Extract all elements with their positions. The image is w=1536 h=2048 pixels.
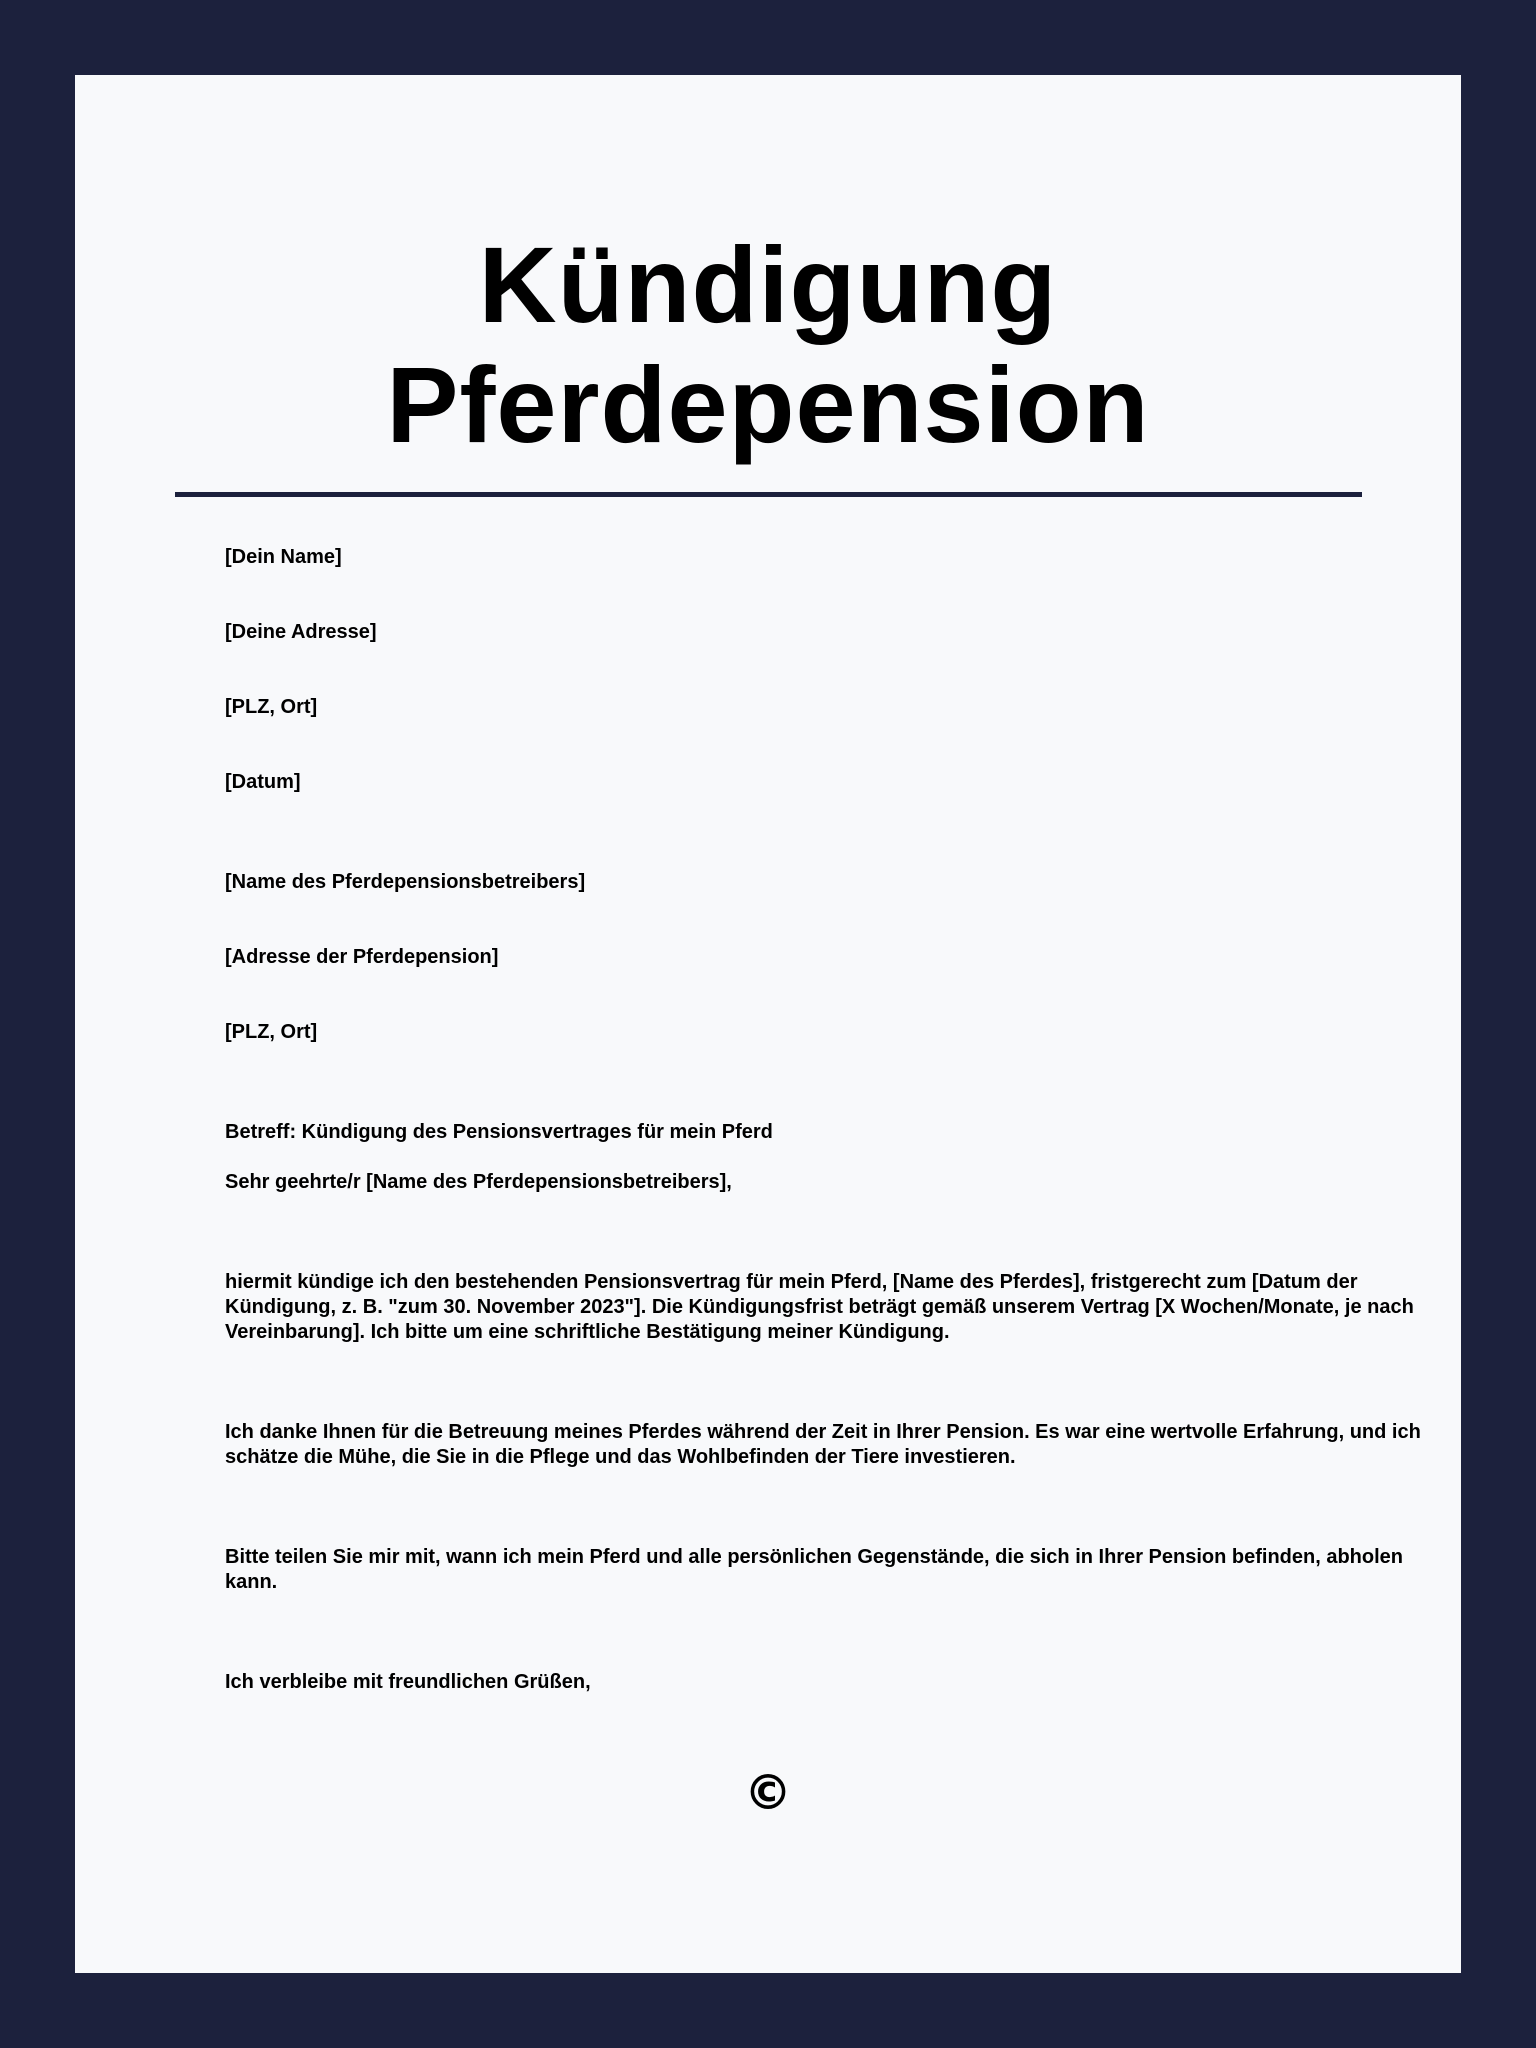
document-page — [75, 75, 1461, 1973]
sender-name: [Dein Name] — [225, 546, 342, 568]
letter-date: [Datum] — [225, 771, 301, 793]
recipient-name: [Name des Pferdepensionsbetreibers] — [225, 871, 586, 893]
letter-subject: Betreff: Kündigung des Pensionsvertrages für mein Pferd — [225, 1121, 773, 1143]
document-title — [75, 225, 1461, 465]
sender-address: [Deine Adresse] — [225, 621, 377, 643]
body-paragraph-2: Ich danke Ihnen für die Betreuung meines Pferdes während der Zeit in Ihrer Pension. Es war eine wertvolle Erfahrung, und ich schätze die Mühe, die Sie in die Pflege und das Wohlbefinden der Tiere investieren. — [225, 1421, 1421, 1468]
title-divider — [175, 492, 1362, 497]
body-paragraph-1: hiermit kündige ich den bestehenden Pensionsvertrag für mein Pferd, [Name des Pferdes], fristgerecht zum [Datum der Kündigung, z. B. "zum 30. November 2023"]. Die Kündigungsfrist beträgt gemäß unserem Vertrag [X Wochen/Monate, je nach Vereinbarung]. Ich bitte um eine schriftliche Bestätigung meiner Kündigung. — [225, 1271, 1414, 1343]
title-line-2: Pferdepension — [386, 344, 1150, 465]
letter-closing: Ich verbleibe mit freundlichen Grüßen, — [225, 1671, 591, 1693]
letter-salutation: Sehr geehrte/r [Name des Pferdepensionsbetreibers], — [225, 1171, 732, 1193]
title-line-1: Kündigung — [478, 224, 1058, 345]
copyright-icon: © — [744, 1765, 792, 1821]
sender-city: [PLZ, Ort] — [225, 696, 318, 718]
recipient-address: [Adresse der Pferdepension] — [225, 946, 499, 968]
recipient-city: [PLZ, Ort] — [225, 1021, 318, 1043]
body-paragraph-3: Bitte teilen Sie mir mit, wann ich mein Pferd und alle persönlichen Gegenstände, die sich in Ihrer Pension befinden, abholen kann. — [225, 1546, 1404, 1593]
